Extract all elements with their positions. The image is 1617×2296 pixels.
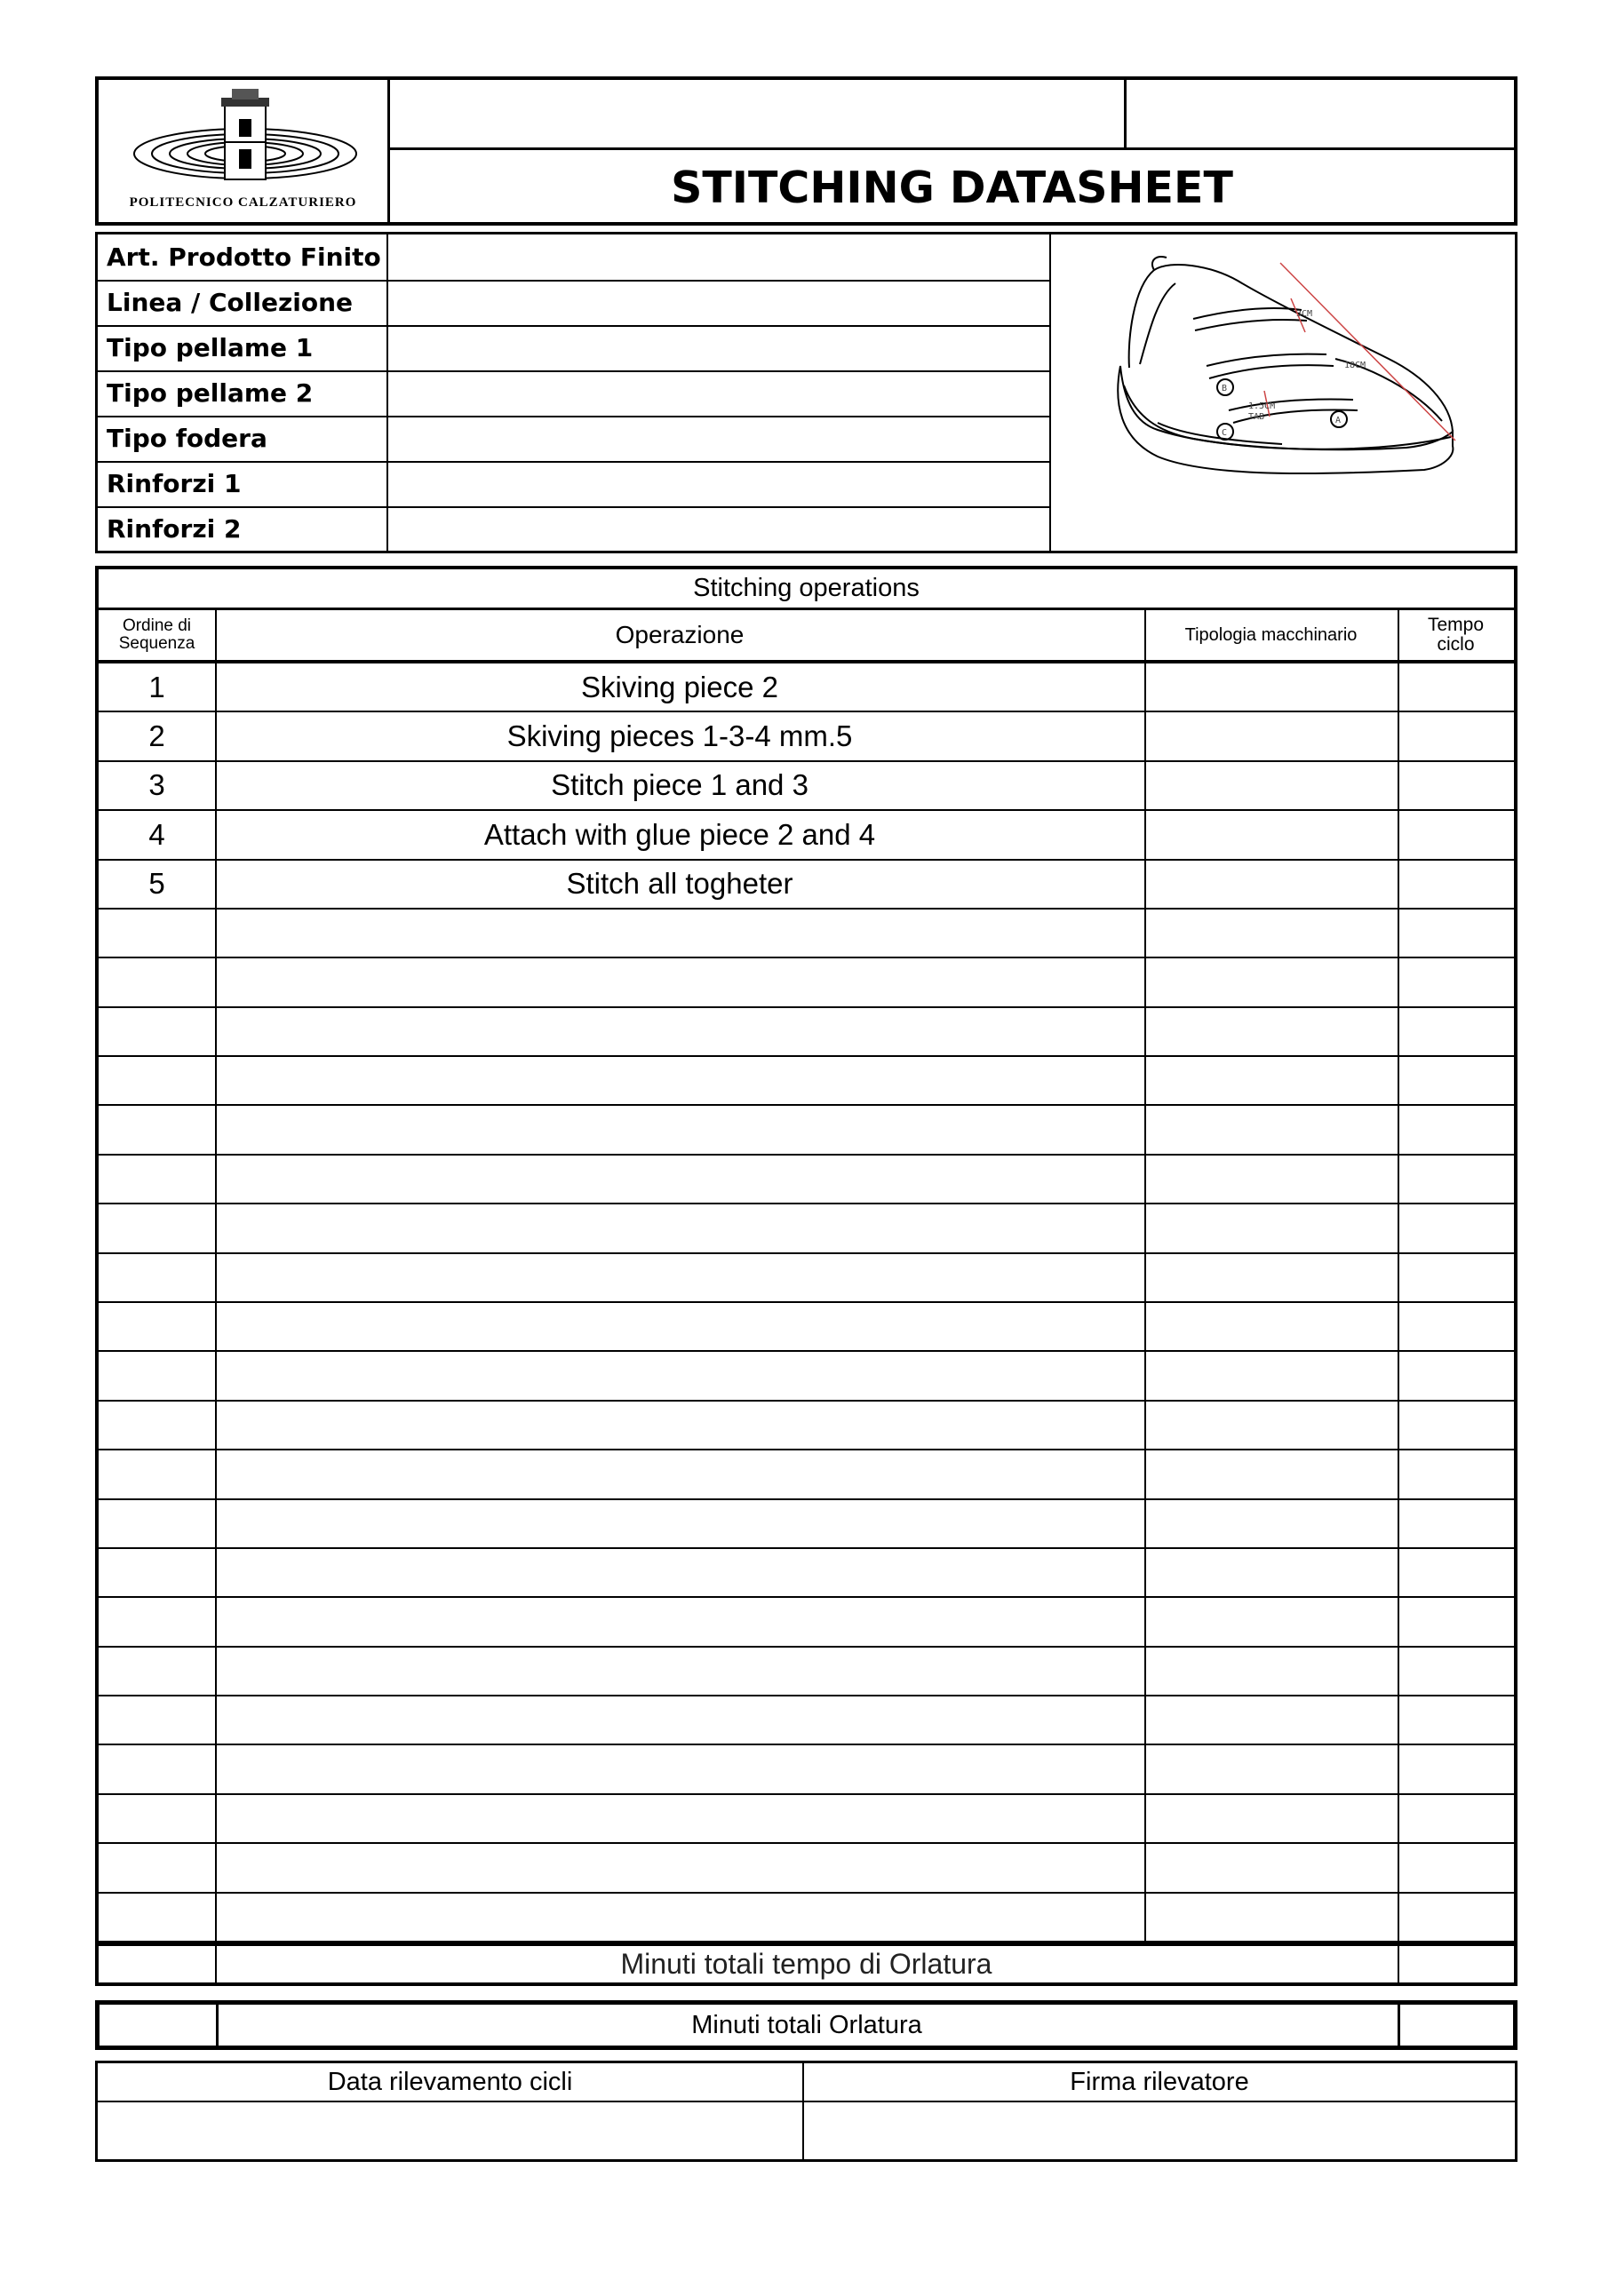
table-row [99,1549,1514,1598]
machine-cell[interactable] [1144,958,1398,1005]
time-cell[interactable] [1398,861,1514,908]
info-row [98,416,1049,463]
machine-cell[interactable] [1144,1106,1398,1153]
header-field-left[interactable] [390,80,1127,150]
sequence-cell[interactable] [99,1844,215,1891]
machine-cell[interactable] [1144,663,1398,711]
time-cell[interactable] [1398,1745,1514,1792]
page-title: STITCHING DATASHEET [671,162,1233,213]
column-divider [1144,663,1146,1942]
sequence-cell[interactable] [99,1156,215,1203]
table-row [99,1303,1514,1352]
time-cell[interactable] [1398,1598,1514,1645]
table-row [99,1008,1514,1057]
operation-cell[interactable] [215,1745,1144,1792]
logo-text: POLITECNICO CALZATURIERO [129,195,357,210]
table-row [99,762,1514,811]
info-row [98,280,1049,327]
machine-cell[interactable] [1144,910,1398,957]
signer-label: Firma rilevatore [804,2063,1515,2102]
total-time-value[interactable] [1398,1946,1514,1982]
sequence-cell[interactable] [99,1352,215,1399]
info-label: Tipo fodera [98,416,388,461]
operation-cell[interactable] [215,1156,1144,1203]
sequence-cell[interactable]: 5 [148,867,165,901]
sequence-cell[interactable] [99,910,215,957]
table-row [99,1696,1514,1745]
sequence-cell[interactable] [99,1450,215,1498]
sequence-cell[interactable] [99,1254,215,1301]
operations-title: Stitching operations [99,569,1514,610]
col-header-time-line2: ciclo [1437,634,1475,655]
total-row-blank [99,1946,215,1982]
time-cell[interactable] [1398,910,1514,957]
table-row [99,712,1514,761]
table-row [99,1745,1514,1794]
time-cell[interactable] [1398,1303,1514,1350]
time-cell[interactable] [1398,762,1514,809]
sequence-cell[interactable] [99,1303,215,1350]
info-label: Tipo pellame 1 [98,325,388,370]
date-label: Data rilevamento cicli [98,2063,804,2102]
time-cell[interactable] [1398,1500,1514,1547]
sketch-dim-label: 1.5CM [1248,401,1276,411]
operation-cell[interactable] [215,1696,1144,1744]
sequence-cell[interactable] [99,1598,215,1645]
table-row [99,811,1514,860]
time-cell[interactable] [1398,811,1514,858]
sequence-cell[interactable] [99,1008,215,1055]
machine-cell[interactable] [1144,1156,1398,1203]
column-divider [1398,610,1399,660]
operation-cell[interactable] [215,1844,1144,1891]
operation-cell[interactable]: Stitch piece 1 and 3 [551,768,808,802]
time-cell[interactable] [1398,1352,1514,1399]
summary-value[interactable] [1398,2005,1513,2046]
operation-cell[interactable] [215,910,1144,957]
machine-cell[interactable] [1144,1303,1398,1350]
col-header-sequence-line1: Ordine di [122,616,192,636]
time-cell[interactable] [1398,1696,1514,1744]
operation-cell[interactable] [215,1450,1144,1498]
machine-cell[interactable] [1144,1696,1398,1744]
operation-cell[interactable] [215,1204,1144,1251]
time-cell[interactable] [1398,1057,1514,1104]
machine-cell[interactable] [1144,1844,1398,1891]
info-row [98,370,1049,417]
operation-cell[interactable]: Skiving piece 2 [581,670,778,703]
machine-cell[interactable] [1144,1598,1398,1645]
table-row [99,1106,1514,1155]
info-label: Rinforzi 2 [98,506,388,551]
time-cell[interactable] [1398,1844,1514,1891]
sequence-cell[interactable] [99,1204,215,1251]
sequence-cell[interactable] [99,958,215,1005]
date-field[interactable] [98,2102,804,2159]
operation-cell[interactable] [215,1598,1144,1645]
table-row [99,1156,1514,1204]
col-header-time-line1: Tempo [1427,614,1485,635]
table-row [99,1500,1514,1549]
time-cell[interactable] [1398,1106,1514,1153]
column-divider [216,2005,219,2046]
signature-block [95,2061,1517,2162]
table-row [99,663,1514,712]
table-row [99,1648,1514,1696]
col-header-operation: Operazione [615,621,745,649]
machine-cell[interactable] [1144,1008,1398,1055]
sequence-cell[interactable] [99,1549,215,1596]
logo-cell [99,80,390,222]
table-row [99,1598,1514,1647]
machine-cell[interactable] [1144,1894,1398,1941]
machine-cell[interactable] [1144,1352,1398,1399]
sketch-mark-label: B [1222,384,1228,393]
operation-cell[interactable] [215,1106,1144,1153]
operations-body [99,663,1514,1942]
machine-cell[interactable] [1144,762,1398,809]
machine-cell[interactable] [1144,811,1398,858]
operation-cell[interactable] [215,1500,1144,1547]
machine-cell[interactable] [1144,1500,1398,1547]
info-row [98,506,1049,551]
sketch-mark-label: C [1222,428,1228,438]
machine-cell[interactable] [1144,1745,1398,1792]
time-cell[interactable] [1398,1648,1514,1695]
time-cell[interactable] [1398,1402,1514,1449]
column-divider [215,610,217,660]
document-header [95,76,1517,226]
info-value-field[interactable] [388,370,1049,416]
table-row [99,1450,1514,1499]
time-cell[interactable] [1398,1008,1514,1055]
column-divider [215,1946,217,1982]
operation-cell[interactable] [215,1894,1144,1941]
machine-cell[interactable] [1144,861,1398,908]
table-row [99,1402,1514,1450]
table-row [99,1795,1514,1844]
sketch-dim-label: 3CM [1296,309,1313,319]
machine-cell[interactable] [1144,1648,1398,1695]
info-label: Linea / Collezione [98,280,388,325]
operation-cell[interactable] [215,1648,1144,1695]
info-value-field[interactable] [388,280,1049,325]
total-time-row [99,1942,1514,1982]
col-header-sequence [99,610,215,660]
time-cell[interactable] [1398,1254,1514,1301]
table-row [99,1204,1514,1253]
time-cell[interactable] [1398,1795,1514,1842]
machine-cell[interactable] [1144,1450,1398,1498]
machine-cell[interactable] [1144,1254,1398,1301]
column-divider [215,663,217,1942]
sequence-cell[interactable]: 3 [148,768,165,802]
column-divider [1398,663,1399,1942]
machine-cell[interactable] [1144,1204,1398,1251]
info-value-field[interactable] [388,506,1049,551]
operation-cell[interactable] [215,1549,1144,1596]
sequence-cell[interactable] [99,1795,215,1842]
table-row [99,1352,1514,1401]
time-cell[interactable] [1398,1204,1514,1251]
info-value-field[interactable] [388,461,1049,506]
operation-cell[interactable]: Skiving pieces 1-3-4 mm.5 [506,719,853,753]
sequence-cell[interactable] [99,1106,215,1153]
sequence-cell[interactable] [99,1696,215,1744]
sequence-cell[interactable]: 2 [148,719,165,753]
sketch-dim-label: TAB [1248,412,1265,422]
sequence-cell[interactable]: 4 [148,817,165,851]
sequence-cell[interactable] [99,1057,215,1104]
operation-cell[interactable] [215,1795,1144,1842]
shoe-sketch-icon [1051,234,1513,549]
table-row [99,910,1514,958]
summary-blank [100,2005,216,2046]
shoe-sketch-cell [1049,234,1515,551]
machine-cell[interactable] [1144,712,1398,759]
signer-field[interactable] [804,2102,1515,2159]
logo-tower-icon [125,87,365,194]
sequence-cell[interactable] [99,1500,215,1547]
sequence-cell[interactable] [99,1745,215,1792]
operation-cell[interactable] [215,1254,1144,1301]
table-row [99,1254,1514,1303]
machine-cell[interactable] [1144,1402,1398,1449]
sketch-mark-label: A [1335,416,1342,425]
machine-cell[interactable] [1144,1057,1398,1104]
col-header-time [1398,610,1514,660]
time-cell[interactable] [1398,663,1514,711]
table-row [99,1057,1514,1106]
header-field-right[interactable] [1127,80,1514,150]
operations-header-row [99,610,1514,663]
operation-cell[interactable]: Stitch all togheter [566,867,793,901]
sketch-dim-label: 18CM [1344,361,1366,370]
sequence-cell[interactable]: 1 [148,670,165,703]
time-cell[interactable] [1398,1549,1514,1596]
table-row [99,861,1514,910]
time-cell[interactable] [1398,958,1514,1005]
operation-cell[interactable] [215,1303,1144,1350]
time-cell[interactable] [1398,1156,1514,1203]
summary-label: Minuti totali Orlatura [691,2010,922,2039]
machine-cell[interactable] [1144,1795,1398,1842]
sequence-cell[interactable] [99,1894,215,1941]
info-row [98,234,1049,282]
operations-table [95,566,1517,1986]
info-row [98,461,1049,508]
info-value-field[interactable] [388,416,1049,461]
table-row [99,1844,1514,1893]
machine-cell[interactable] [1144,1549,1398,1596]
operation-cell[interactable] [215,1057,1144,1104]
total-time-label: Minuti totali tempo di Orlatura [620,1948,992,1980]
col-header-machine: Tipologia macchinario [1184,624,1358,645]
column-divider [1144,610,1146,660]
time-cell[interactable] [1398,1894,1514,1941]
time-cell[interactable] [1398,712,1514,759]
operation-cell[interactable] [215,1352,1144,1399]
column-divider [1398,1946,1399,1982]
operation-cell[interactable]: Attach with glue piece 2 and 4 [483,817,876,851]
summary-row [95,2000,1517,2050]
col-header-sequence-line2: Sequenza [118,634,195,653]
column-divider [1398,2005,1400,2046]
operation-cell[interactable] [215,958,1144,1005]
operation-cell[interactable] [215,1008,1144,1055]
time-cell[interactable] [1398,1450,1514,1498]
info-value-field[interactable] [388,234,1049,280]
info-row [98,325,1049,372]
info-label: Rinforzi 1 [98,461,388,506]
info-value-field[interactable] [388,325,1049,370]
product-info-block [95,232,1517,553]
operation-cell[interactable] [215,1402,1144,1449]
info-label: Art. Prodotto Finito [98,234,388,280]
sequence-cell[interactable] [99,1402,215,1449]
table-row [99,958,1514,1007]
table-row [99,1894,1514,1942]
info-label: Tipo pellame 2 [98,370,388,416]
sequence-cell[interactable] [99,1648,215,1695]
